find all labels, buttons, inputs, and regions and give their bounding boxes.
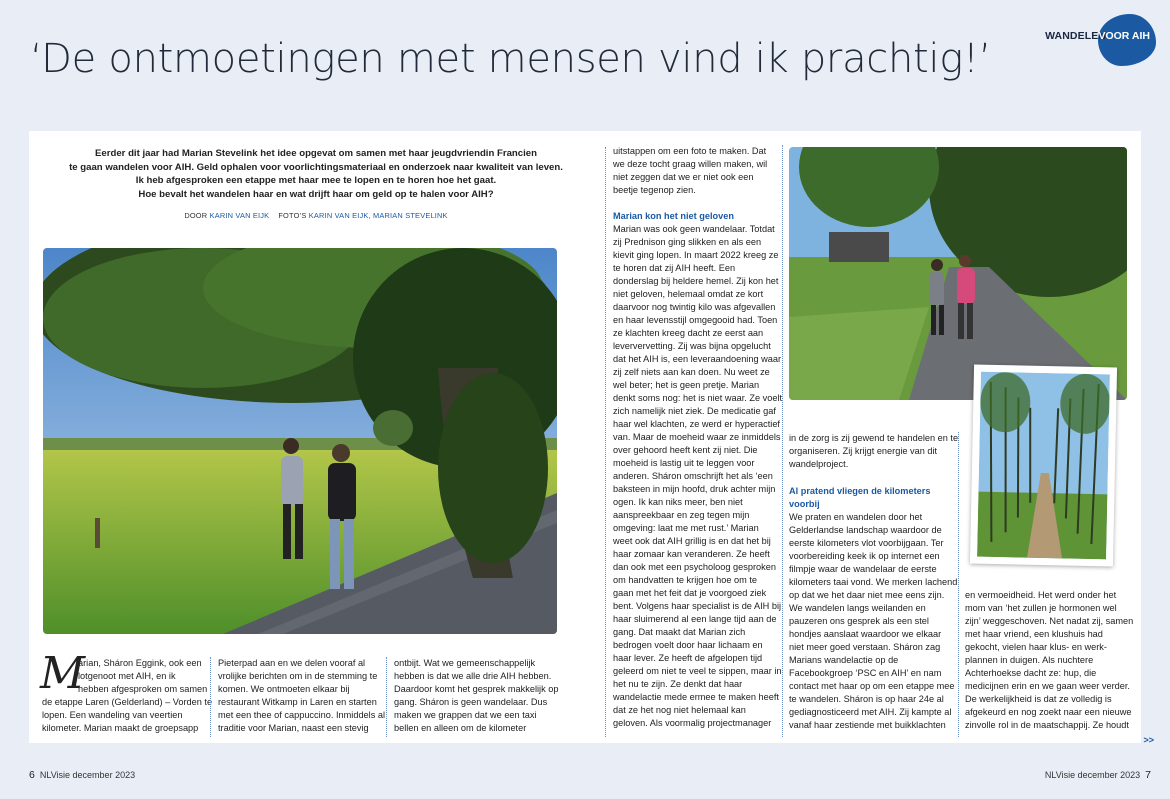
text-line: niet meer goed verstaan. Sháron zag bbox=[789, 642, 941, 652]
intro-line: Ik heb afgesproken een etappe met haar mee te lopen en te horen hoe het gaat. bbox=[135, 175, 497, 186]
text-line: niet geloven, helemaal omdat ze kort bbox=[613, 289, 764, 299]
subheading: voorbij bbox=[789, 499, 820, 509]
column-divider bbox=[782, 145, 783, 737]
text-line: niet zeggen dat we er niet ook een bbox=[613, 172, 754, 182]
text-line: wandelproject. bbox=[789, 459, 849, 469]
text-line: haar lever. Ze heeft de afgelopen tijd bbox=[613, 653, 763, 663]
text-line: baksteen in mijn hoofd, druk achter mijn bbox=[613, 484, 776, 494]
text-line: de etappe Laren (Gelderland) – Vorden te bbox=[42, 697, 213, 707]
text-line: te wandelen. Sháron is op haar 24e al bbox=[789, 694, 944, 704]
text-line: en vermoeidheid. Het werd onder het bbox=[965, 590, 1117, 600]
text-line: wandelactie mede ermee te maken heeft bbox=[613, 692, 779, 702]
text-line: pauzeren ons gesprek als een stel bbox=[789, 616, 929, 626]
text-line: omgeving: laat me met rust.’ Marian bbox=[613, 523, 759, 533]
text-line: kilometer. Marian maakt de groepsapp bbox=[42, 723, 199, 733]
text-line: ogen. Ik kan niks meer, ben niet bbox=[613, 497, 743, 507]
text-line: vanaf haar zestiende met buikklachten bbox=[789, 720, 946, 730]
text-line: in de zorg is zij gewend te handelen en te bbox=[789, 433, 959, 443]
text-line: Marian was ook geen wandelaar. Totdat bbox=[613, 224, 775, 234]
footer-right bbox=[1045, 769, 1151, 781]
text-line: het nu te zijn. Ze denkt dat haar bbox=[613, 679, 743, 689]
intro-line: Eerder dit jaar had Marian Stevelink het idee opgevat om samen met haar jeugdvriendin Francien bbox=[95, 148, 537, 159]
text-line: gediagnosticeerd met AIH. Zij kampte al bbox=[789, 707, 952, 717]
intro-paragraph bbox=[46, 147, 586, 201]
text-line: Gelderlandse landschap waardoor de bbox=[789, 525, 942, 535]
text-line: dan ook met een psycholoog gesproken bbox=[613, 562, 776, 572]
text-line: zij Prednison ging slikken en als een bbox=[613, 237, 762, 247]
headline: ‘De ontmoetingen met mensen vind ik prachtig!’ bbox=[30, 36, 992, 82]
section-badge bbox=[1006, 14, 1156, 66]
badge-label-light: VOOR AIH bbox=[1098, 30, 1150, 42]
text-line: Marians wandelactie op de bbox=[789, 655, 899, 665]
text-line: dat ze het nog niet helemaal kan bbox=[613, 705, 746, 715]
text-line: gaan met het feit dat je voorgoed ziek bbox=[613, 588, 767, 598]
text-line: medicijnen erin en we gaan weer verder. bbox=[965, 681, 1130, 691]
text-line: mom van ‘het zullen je hormonen wel bbox=[965, 603, 1117, 613]
text-line: restaurant Witkamp in Laren en starten bbox=[218, 697, 377, 707]
text-line: uitstappen om een foto te maken. Dat bbox=[613, 146, 767, 156]
subheading: Al pratend vliegen de kilometers bbox=[789, 486, 931, 496]
text-line: denkt soms nog: het is niet waar. Ze voelt bbox=[613, 393, 783, 403]
text-line: van. Maar de moeheid waar ze inmiddels bbox=[613, 432, 781, 442]
badge-label-dark: WANDELEN bbox=[1045, 30, 1106, 42]
road-photo bbox=[789, 147, 1127, 400]
text-line: donderslag bij heldere hemel. Zij kon het bbox=[613, 276, 779, 286]
text-line: aanspreekbaar en zeg tegen mijn bbox=[613, 510, 750, 520]
text-line: filmpje waar de wandelaar de eerste bbox=[789, 564, 937, 574]
column-6 bbox=[965, 589, 1133, 732]
text-line: We wandelen langs weilanden en bbox=[789, 603, 926, 613]
text-line: kievit ging lopen. In maart 2022 kreeg ze bbox=[613, 250, 779, 260]
text-line: bent. Volgens haar specialist is de AIH bij bbox=[613, 601, 782, 611]
continue-marker: >> bbox=[1143, 735, 1154, 745]
main-photo bbox=[43, 248, 557, 634]
text-line: beetje tegenop zien. bbox=[613, 185, 696, 195]
magazine-title-left: NLVisie december 2023 bbox=[39, 770, 136, 780]
column-divider bbox=[605, 147, 606, 737]
text-line: traditie voor Marian, naast een stevig bbox=[218, 723, 369, 733]
text-line: Daardoor komt het gesprek makkelijk op bbox=[394, 684, 559, 694]
text-line: haar wel klachten, ze werd er hyperactief bbox=[613, 419, 780, 429]
text-line: kilometers taai vond. We merken lachend bbox=[789, 577, 958, 587]
text-line: vrolijke berichten om in de stemming te bbox=[218, 671, 378, 681]
text-line: ze klachten kreeg dacht ze eerst aan bbox=[613, 328, 764, 338]
column-divider bbox=[386, 657, 387, 737]
column-divider bbox=[958, 432, 959, 737]
page-number-right: 7 bbox=[1145, 769, 1151, 781]
text-line: arian, Sháron Eggink, ook een bbox=[78, 658, 202, 668]
text-line: contact met haar op om een etappe mee bbox=[789, 681, 955, 691]
text-line: te horen dat zij AIH heeft. Een bbox=[613, 263, 736, 273]
column-3 bbox=[394, 657, 558, 735]
text-line: haar zomaar kan veranderen. Ze heeft bbox=[613, 549, 770, 559]
text-line: met een thee of cappuccino. Inmiddels al bbox=[218, 710, 386, 720]
photo-names: KARIN VAN EIJK, MARIAN STEVELINK bbox=[308, 211, 448, 220]
page-number-left: 6 bbox=[29, 769, 35, 781]
text-line: Pieterpad aan en we delen vooraf al bbox=[218, 658, 366, 668]
intro-line: Hoe bevalt het wandelen haar en wat drijft haar om geld op te halen voor AIH? bbox=[138, 188, 494, 200]
polaroid-photo bbox=[970, 365, 1117, 567]
column-2 bbox=[218, 657, 385, 735]
column-4 bbox=[613, 145, 767, 197]
text-line: hebben is dat we alle drie AIH hebben. bbox=[394, 671, 552, 681]
text-line: voorbereiding keek ik op internet een bbox=[789, 551, 940, 561]
column-1-cont bbox=[42, 696, 212, 735]
text-line: moeheid is lastig uit te leggen voor bbox=[613, 458, 755, 468]
text-line: Achterhoekse dacht ze: hup, die bbox=[965, 668, 1097, 678]
intro-line: te gaan wandelen voor AIH. Geld ophalen voor voorlichtingsmateriaal en onderzoek naar kwaliteit van leven. bbox=[69, 161, 563, 173]
text-line: lotgenoot met AIH, en ik bbox=[78, 671, 176, 681]
column-divider bbox=[210, 657, 211, 737]
text-line: bedrogen voelt door haar lichaam en bbox=[613, 640, 763, 650]
author-label: DOOR bbox=[184, 211, 208, 220]
text-line: zinvolle rol in de maatschappij. Ze houdt bbox=[965, 720, 1129, 730]
drop-cap: M bbox=[40, 648, 86, 699]
text-line: bellen en alleen om de kilometer bbox=[394, 723, 527, 733]
credits bbox=[46, 211, 586, 220]
text-line: anderen. Sháron omschrijft het als ‘een bbox=[613, 471, 773, 481]
text-line: geloven. Als voormalig projectmanager bbox=[613, 718, 772, 728]
text-line: en haar levensstijl omgegooid had. Toen bbox=[613, 315, 778, 325]
text-line: zijn’ weggeschoven. Net nadat zij, samen bbox=[965, 616, 1134, 626]
magazine-title-right: NLVisie december 2023 bbox=[1044, 770, 1141, 780]
author-name: KARIN VAN EIJK bbox=[209, 211, 270, 220]
text-line: op dat we het daar niet mee eens zijn. bbox=[789, 590, 945, 600]
text-line: maken we grappen dat we een taxi bbox=[394, 710, 537, 720]
text-line: komen. We ontmoeten elkaar bij bbox=[218, 684, 350, 694]
text-line: De werkelijkheid is dat ze volledig is bbox=[965, 694, 1112, 704]
column-4-section bbox=[613, 210, 782, 730]
text-line: daarvoor nog twintig kilo was afgevallen bbox=[613, 302, 776, 312]
text-line: lopen. Een wandeling van veertien bbox=[42, 710, 183, 720]
text-line: hondjes aanslaat waardoor we elkaar bbox=[789, 629, 942, 639]
footer-left bbox=[29, 769, 135, 781]
text-line: geleerd om niet te veel te sippen, maar in bbox=[613, 666, 782, 676]
text-line: zich namelijk niet ziek. De medicatie gaf bbox=[613, 406, 776, 416]
text-line: organiseren. Zij krijgt energie van dit bbox=[789, 446, 938, 456]
photo-label: FOTO’S bbox=[278, 211, 307, 220]
column-5-section bbox=[789, 485, 957, 732]
text-line: leververvetting. Zij was bijna opgelucht bbox=[613, 341, 771, 351]
column-1 bbox=[78, 657, 207, 696]
text-line: plannen in duigen. Als nuchtere bbox=[965, 655, 1094, 665]
subheading: Marian kon het niet geloven bbox=[613, 211, 734, 221]
text-line: weet ook dat AIH grillig is en dat het bij bbox=[613, 536, 771, 546]
text-line: haar sluimerend al een lange tijd aan de bbox=[613, 614, 777, 624]
text-line: we deze tocht graag willen maken, wil bbox=[613, 159, 768, 169]
column-5 bbox=[789, 432, 958, 471]
text-line: om handvatten te krijgen hoe om te bbox=[613, 575, 758, 585]
text-line: eerste kilometers vlot voorbijgaan. Ter bbox=[789, 538, 944, 548]
text-line: We praten en wandelen door het bbox=[789, 512, 923, 522]
text-line: ontbijt. Wat we gemeenschappelijk bbox=[394, 658, 536, 668]
text-line: over gehoord heeft kent zij niet. Die bbox=[613, 445, 758, 455]
text-line: zij zelf niets aan kan doen. Nu weet ze bbox=[613, 367, 770, 377]
text-line: Facebookgroep ‘PSC en AIH’ en nam bbox=[789, 668, 942, 678]
text-line: gang. Sháron is geen wandelaar. Dus bbox=[394, 697, 548, 707]
text-line: wel beter; het is geen pretje. Marian bbox=[613, 380, 760, 390]
text-line: gang. Dat maakt dat Marian zich bbox=[613, 627, 746, 637]
text-line: dat het AIH is, een leveraandoening waar bbox=[613, 354, 782, 364]
text-line: gekocht, vielen haar klus- en werk- bbox=[965, 642, 1107, 652]
text-line: afgekeurd en nog zoekt naar een nieuwe bbox=[965, 707, 1132, 717]
text-line: hebben afgesproken om samen bbox=[78, 684, 208, 694]
text-line: met haar vriend, een klushuis had bbox=[965, 629, 1103, 639]
